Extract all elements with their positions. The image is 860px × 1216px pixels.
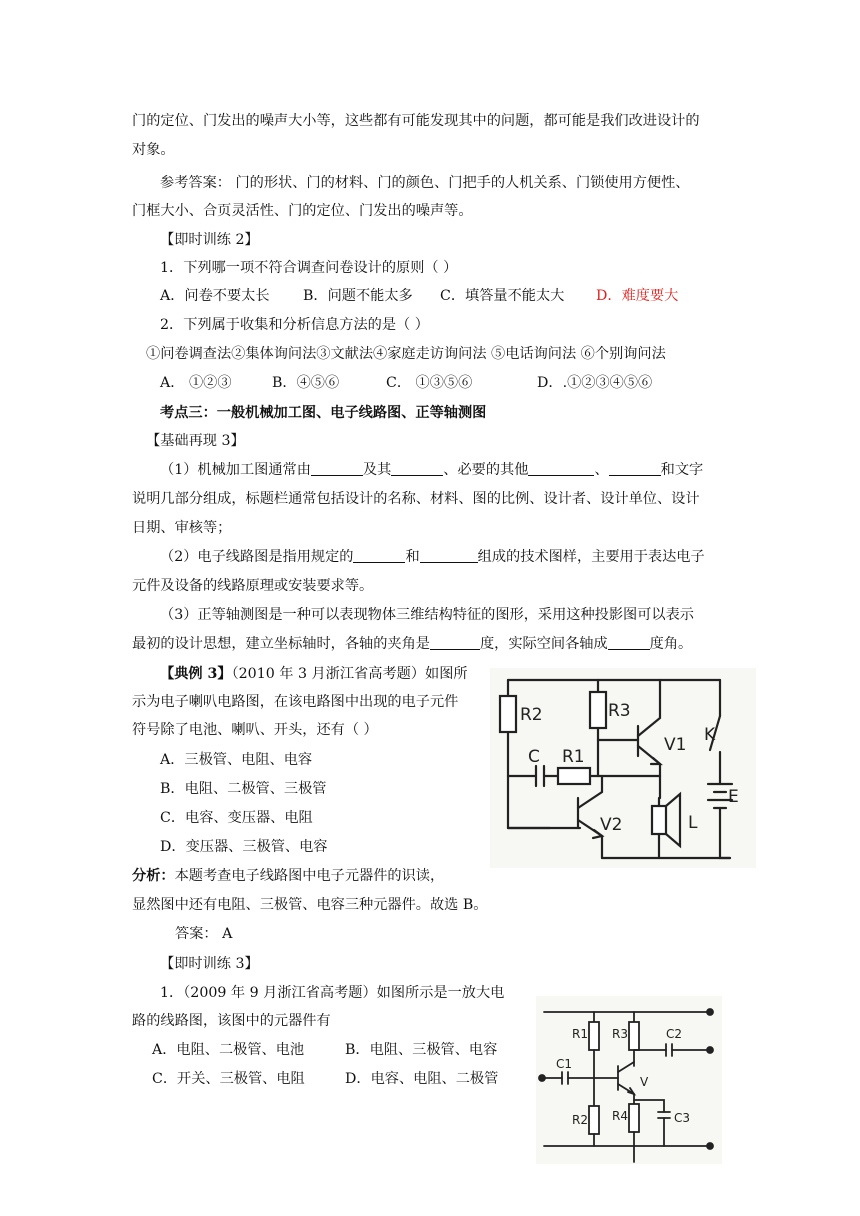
circuit-label: R3: [612, 1027, 628, 1041]
basic3-p3-line-1: （3）正等轴测图是一种可以表现物体三维结构特征的图形，采用这种投影图可以表示: [160, 607, 694, 623]
training2-q1-option-a: A．问卷不要太长: [160, 288, 270, 304]
training2-heading: 【即时训练 2】: [160, 232, 259, 248]
p3-text-a: 最初的设计思想，建立坐标轴时，各轴的夹角是: [132, 636, 430, 652]
example3-source: （2010 年 3 月浙江省高考题）如图所: [231, 666, 468, 682]
training3-option-a: A．电阻、二极管、电池: [152, 1042, 305, 1058]
circuit-label: C3: [674, 1111, 691, 1125]
fill-blank[interactable]: [430, 635, 480, 650]
intro-line-2: 对象。: [132, 142, 175, 158]
fill-blank[interactable]: [528, 461, 594, 476]
circuit-label: R2: [572, 1113, 588, 1127]
amplifier-circuit-diagram: [536, 996, 722, 1164]
circuit-label: C: [528, 747, 540, 767]
training2-q1-option-b: B．问题不能太多: [303, 288, 413, 304]
p3-text-b: 度，实际空间各轴成: [479, 636, 608, 652]
p1-text-a: （1）机械加工图通常由: [160, 462, 311, 478]
p1-text-d: 、: [594, 462, 609, 478]
reference-answer-line-1: 参考答案： 门的形状、门的材料、门的颜色、门把手的人机关系、门锁使用方便性、: [160, 175, 690, 191]
circuit-label: C1: [556, 1057, 573, 1071]
fill-blank[interactable]: [311, 461, 363, 476]
basic3-p2-line-2: 元件及设备的线路原理或安装要求等。: [132, 578, 374, 594]
example3-option-a: A．三极管、电阻、电容: [160, 752, 313, 768]
example3-option-c: C．电容、变压器、电阻: [160, 810, 313, 826]
training3-heading: 【即时训练 3】: [160, 956, 259, 972]
circuit-label: R2: [520, 705, 543, 725]
example3-line-2: 示为电子喇叭电路图，在该电路图中出现的电子元件: [132, 694, 459, 710]
circuit-label: R3: [608, 701, 631, 721]
fill-blank[interactable]: [353, 548, 405, 563]
intro-line-1: 门的定位、门发出的噪声大小等，这些都有可能发现其中的问题，都可能是我们改进设计的: [132, 113, 700, 129]
basic3-p2-line-1: [160, 547, 705, 567]
horn-circuit-figure: [490, 668, 756, 868]
p3-text-c: 度角。: [649, 636, 693, 652]
circuit-label: L: [688, 813, 698, 833]
basic3-p3-line-2: [132, 634, 692, 654]
basic3-p1-line-1: [160, 460, 703, 480]
circuit-label: C2: [666, 1027, 683, 1041]
training3-option-c: C．开关、三极管、电阻: [152, 1071, 305, 1087]
basic3-p1-line-3: 日期、审核等；: [132, 520, 232, 536]
circuit-label: V: [640, 1075, 649, 1089]
training2-q1-option-d: D．难度要大: [596, 288, 679, 304]
training2-q2-option-d: D．.①②③④⑤⑥: [537, 375, 653, 391]
analysis-label: 分析：: [132, 868, 175, 884]
amplifier-circuit-figure: [536, 996, 722, 1164]
circuit-label: V1: [664, 735, 687, 755]
p2-text-b: 和: [405, 549, 420, 565]
training2-q2-stem: 2．下列属于收集和分析信息方法的是（ ）: [160, 317, 429, 333]
p2-text-c: 组成的技术图样，主要用于表达电子: [477, 549, 705, 565]
fill-blank[interactable]: [609, 461, 661, 476]
example3-analysis-line-2: 显然图中还有电阻、三极管、电容三种元器件。故选 B。: [132, 897, 488, 913]
p1-text-c: 、必要的其他: [443, 462, 529, 478]
example3-option-d: D．变压器、三极管、电容: [160, 839, 328, 855]
circuit-label: R1: [572, 1027, 588, 1041]
fill-blank[interactable]: [608, 635, 650, 650]
training3-option-b: B．电阻、三极管、电容: [345, 1042, 498, 1058]
fill-blank[interactable]: [391, 461, 443, 476]
basic3-heading: 【基础再现 3】: [146, 433, 245, 449]
circuit-label: E: [728, 787, 739, 807]
example3-heading: 【典例 3】: [160, 666, 232, 682]
example3-line-3: 符号除了电池、喇叭、开头，还有（ ）: [132, 722, 378, 738]
example3-answer: 答案： A: [175, 926, 233, 942]
circuit-label: K: [704, 725, 716, 745]
training3-q1-line-1: 1．（2009 年 9 月浙江省高考题）如图所示是一放大电: [160, 985, 505, 1001]
training3-option-d: D．电容、电阻、二极管: [345, 1071, 499, 1087]
training2-q2-option-b: B．④⑤⑥: [272, 375, 340, 391]
example3-line-1: [160, 664, 468, 684]
section-title: 考点三：一般机械加工图、电子线路图、正等轴测图: [160, 405, 487, 421]
p2-text-a: （2）电子线路图是指用规定的: [160, 549, 354, 565]
training2-q2-option-a: A． ①②③: [160, 375, 232, 391]
analysis-text: 本题考查电子线路图中电子元器件的识读，: [174, 868, 445, 884]
fill-blank[interactable]: [420, 548, 478, 563]
training3-q1-line-2: 路的线路图，该图中的元器件有: [132, 1013, 331, 1029]
training2-q2-items: ①问卷调查法②集体询问法③文献法④家庭走访询问法 ⑤电话询问法 ⑥个别询问法: [146, 346, 666, 362]
p1-text-b: 及其: [362, 462, 392, 478]
training2-q1-option-c: C．填答量不能太大: [440, 288, 565, 304]
circuit-label: R1: [562, 747, 585, 767]
example3-option-b: B．电阻、二极管、三极管: [160, 781, 327, 797]
reference-answer-line-2: 门框大小、合页灵活性、门的定位、门发出的噪声等。: [132, 203, 473, 219]
example3-analysis: [132, 866, 444, 886]
circuit-label: R4: [612, 1109, 628, 1123]
circuit-label: V2: [600, 815, 623, 835]
basic3-p1-line-2: 说明几部分组成，标题栏通常包括设计的名称、材料、图的比例、设计者、设计单位、设计: [132, 491, 700, 507]
p1-text-e: 和文字: [660, 462, 704, 478]
training2-q2-option-c: C． ①③⑤⑥: [386, 375, 473, 391]
training2-q1-stem: 1．下列哪一项不符合调查问卷设计的原则（ ）: [160, 260, 458, 276]
horn-circuit-diagram: [490, 668, 756, 868]
